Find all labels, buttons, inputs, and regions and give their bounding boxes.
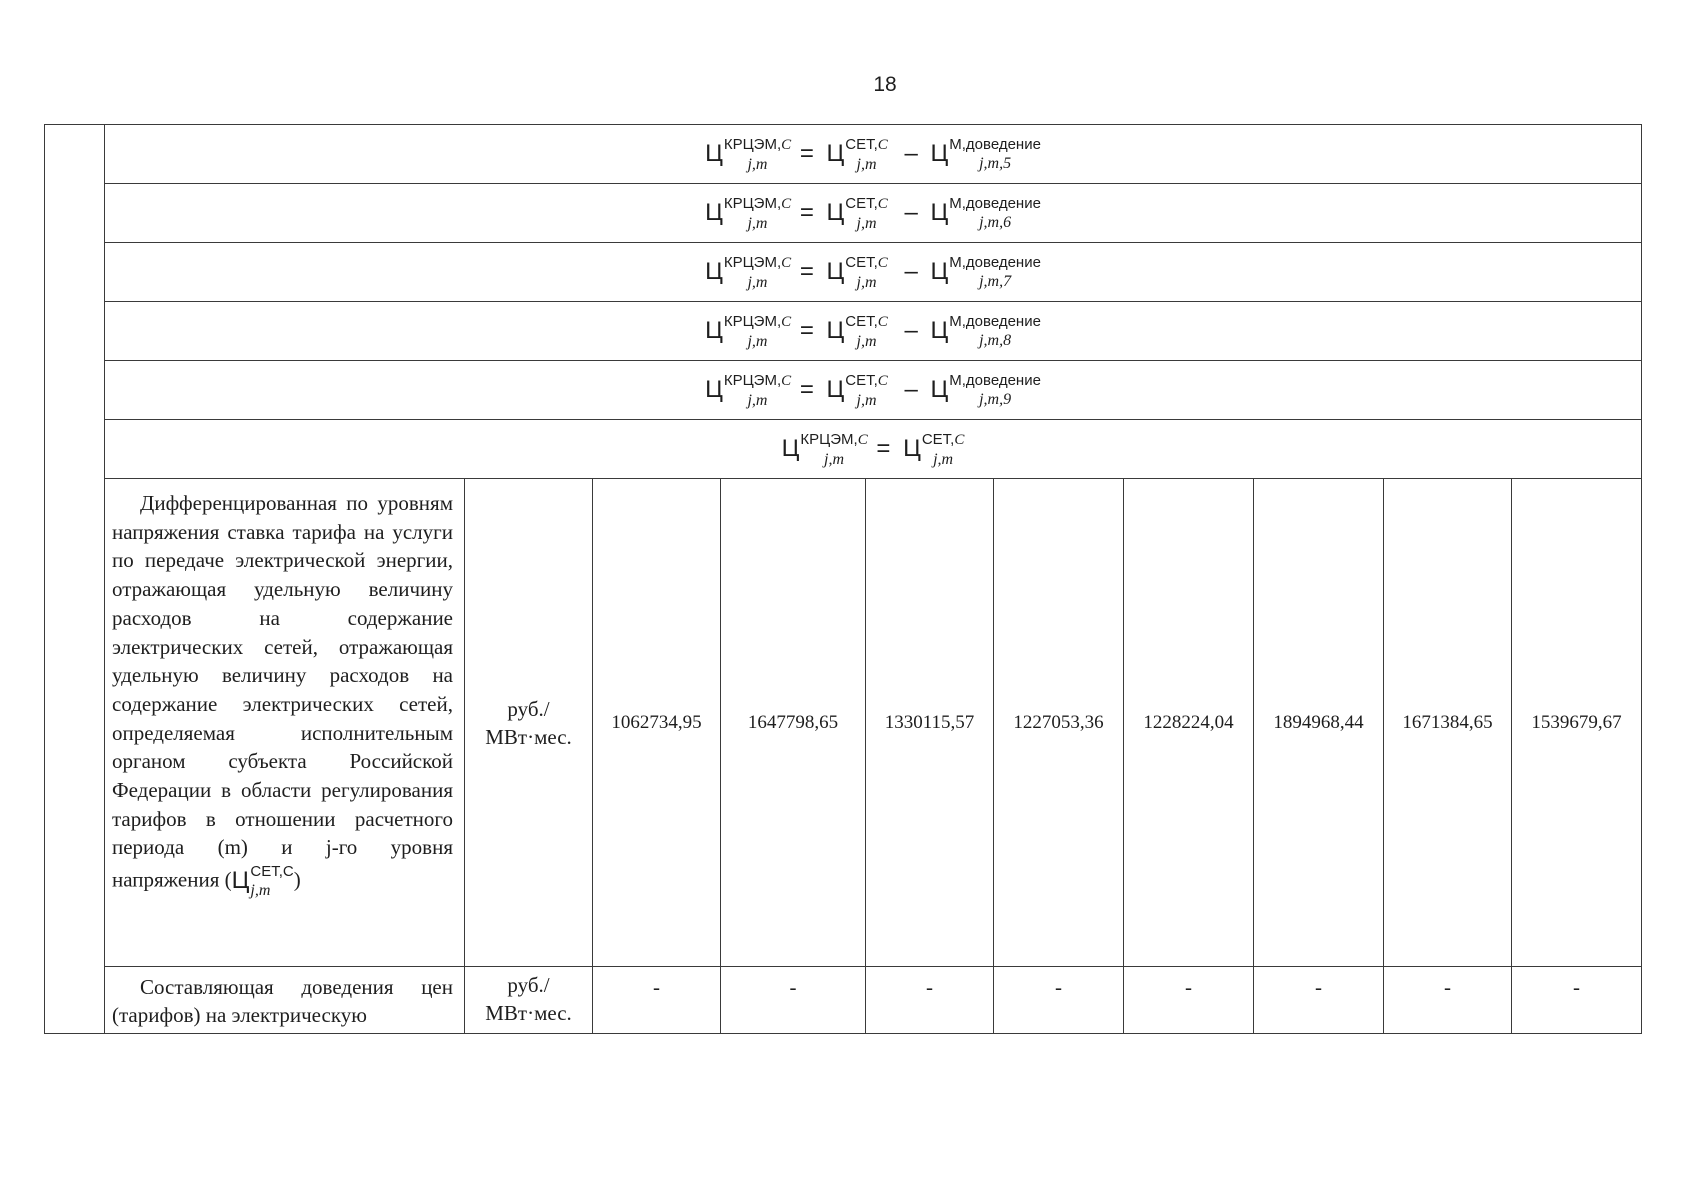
rhs-subscript: j,m (856, 273, 877, 291)
rhs-symbol: Ц (826, 258, 845, 285)
adjust-value: - (593, 967, 721, 1034)
rhs-superscript (845, 135, 888, 155)
equals-sign: = (799, 199, 814, 226)
rhs-sup-text: СЕТ, (845, 371, 878, 389)
formula-cell (105, 184, 1642, 243)
lhs-sup-text: КРЦЭМ, (723, 253, 782, 271)
tariff-symbol-base: Ц (231, 866, 250, 894)
rhs-sup-text: СЕТ, (845, 312, 878, 330)
formula-cell (105, 420, 1642, 479)
unit-line2: МВт·мес. (485, 1001, 572, 1025)
ded-sup-text: М,доведение (949, 313, 1041, 330)
rhs-indices (845, 253, 888, 292)
ded-subscript: j,m,6 (979, 214, 1012, 231)
lhs-indices (724, 312, 791, 351)
rhs-sup-text: СЕТ, (845, 194, 878, 212)
adjust-value: - (721, 967, 866, 1034)
tariff-value: 1647798,65 (721, 479, 866, 967)
equals-sign: = (876, 435, 891, 462)
lhs-sup-text: КРЦЭМ, (800, 430, 858, 448)
equals-sign: = (799, 376, 814, 403)
ded-superscript (949, 194, 1041, 213)
lhs-subscript: j,m (824, 450, 845, 468)
formula-row (45, 184, 1642, 243)
lhs-superscript (724, 194, 791, 214)
tariff-value: 1330115,57 (866, 479, 994, 967)
ded-subscript: j,m,9 (979, 391, 1012, 408)
ded-indices (949, 371, 1041, 409)
rhs-sup-italic: C (877, 195, 888, 212)
ded-superscript (949, 253, 1041, 272)
lhs-symbol: Ц (705, 140, 723, 167)
adjust-row (45, 967, 1642, 1034)
lhs-sup-italic: C (781, 136, 792, 153)
formula-cell (105, 243, 1642, 302)
equals-sign: = (799, 140, 814, 167)
tariff-value: 1671384,65 (1384, 479, 1512, 967)
rhs-superscript (845, 253, 888, 273)
rhs-indices (845, 312, 888, 351)
adjust-value: - (1254, 967, 1384, 1034)
lhs-indices (724, 253, 791, 292)
unit-line1: руб./ (507, 696, 550, 721)
adjust-value: - (866, 967, 994, 1034)
tariff-value: 1894968,44 (1254, 479, 1384, 967)
unit-line1: руб./ (507, 973, 550, 997)
lhs-symbol: Ц (781, 435, 800, 462)
lhs-symbol: Ц (705, 376, 723, 403)
tariff-symbol-sub: j,m (250, 882, 271, 900)
rhs-symbol: Ц (903, 435, 921, 462)
rhs-sup-italic: C (877, 136, 888, 153)
minus-sign: – (904, 199, 918, 226)
lhs-subscript: j,m (747, 214, 768, 232)
ded-superscript (949, 371, 1041, 390)
lhs-indices (724, 194, 791, 233)
ded-sup-text: М,доведение (949, 195, 1041, 212)
rhs-superscript (922, 430, 965, 450)
price-formula-simple (782, 430, 965, 469)
ded-symbol: Ц (930, 317, 949, 344)
lhs-sup-italic: C (781, 313, 792, 330)
lhs-superscript (724, 135, 791, 155)
lhs-sup-italic: C (857, 431, 868, 448)
adjust-value: - (994, 967, 1124, 1034)
tariff-table (44, 124, 1642, 1034)
lhs-indices (724, 135, 791, 174)
formula-row (45, 420, 1642, 479)
ded-symbol: Ц (930, 376, 949, 403)
rhs-sup-italic: C (877, 313, 888, 330)
ded-indices (949, 312, 1041, 350)
formula-cell (105, 302, 1642, 361)
rhs-subscript: j,m (856, 391, 877, 409)
tariff-symbol-indices (250, 862, 293, 900)
adjust-description: Составляющая доведения цен (тарифов) на электрическую (105, 967, 465, 1034)
page-number: 18 (873, 73, 897, 96)
adjust-value: - (1512, 967, 1642, 1034)
ded-indices (949, 253, 1041, 291)
unit-line2: МВт·мес. (485, 724, 572, 749)
rhs-subscript: j,m (933, 450, 954, 468)
lhs-sup-text: КРЦЭМ, (723, 312, 782, 330)
lhs-superscript (724, 312, 791, 332)
price-formula (705, 253, 1041, 292)
tariff-symbol-sup: СЕТ,С (250, 863, 294, 881)
rhs-symbol: Ц (826, 140, 845, 167)
ded-symbol: Ц (930, 199, 949, 226)
tariff-value: 1539679,67 (1512, 479, 1642, 967)
lhs-superscript (724, 253, 791, 273)
equals-sign: = (799, 317, 814, 344)
rhs-superscript (845, 312, 888, 332)
ded-superscript (949, 135, 1041, 154)
formula-cell (105, 361, 1642, 420)
ded-subscript: j,m,7 (979, 273, 1012, 290)
lhs-sup-text: КРЦЭМ, (723, 371, 782, 389)
lhs-sup-text: КРЦЭМ, (723, 194, 782, 212)
rhs-subscript: j,m (856, 332, 877, 350)
rhs-sup-text: СЕТ, (845, 135, 878, 153)
lhs-sup-italic: C (781, 254, 792, 271)
rhs-superscript (845, 371, 888, 391)
lhs-symbol: Ц (705, 199, 723, 226)
rhs-subscript: j,m (856, 155, 877, 173)
price-formula (705, 371, 1041, 410)
formula-cell (105, 125, 1642, 184)
equals-sign: = (799, 258, 814, 285)
lhs-symbol: Ц (705, 258, 723, 285)
tariff-row (45, 479, 1642, 967)
formula-row (45, 243, 1642, 302)
minus-sign: – (904, 258, 918, 285)
formula-row (45, 125, 1642, 184)
ded-superscript (949, 312, 1041, 331)
rhs-symbol: Ц (826, 199, 845, 226)
ded-symbol: Ц (930, 140, 949, 167)
rhs-indices (845, 194, 888, 233)
lhs-symbol: Ц (705, 317, 723, 344)
tariff-unit (465, 479, 593, 967)
rhs-sup-text: СЕТ, (921, 430, 955, 448)
tariff-description (105, 479, 465, 967)
minus-sign: – (904, 317, 918, 344)
rhs-indices (922, 430, 965, 469)
ded-indices (949, 135, 1041, 173)
minus-sign: – (904, 140, 918, 167)
ded-sup-text: М,доведение (949, 254, 1041, 271)
rhs-sup-italic: C (877, 372, 888, 389)
tariff-value: 1227053,36 (994, 479, 1124, 967)
tariff-symbol (232, 862, 294, 900)
tariff-value: 1228224,04 (1124, 479, 1254, 967)
lhs-sup-italic: C (781, 195, 792, 212)
lhs-subscript: j,m (747, 155, 768, 173)
lhs-sup-italic: C (781, 372, 792, 389)
lhs-subscript: j,m (747, 391, 768, 409)
rhs-sup-text: СЕТ, (845, 253, 878, 271)
tariff-description-close: ) (293, 867, 301, 892)
price-formula (705, 194, 1041, 233)
rhs-sup-italic: C (954, 431, 965, 448)
tariff-value: 1062734,95 (593, 479, 721, 967)
ded-sup-text: М,доведение (949, 372, 1041, 389)
ded-indices (949, 194, 1041, 232)
lhs-subscript: j,m (747, 273, 768, 291)
rhs-symbol: Ц (826, 317, 845, 344)
adjust-value: - (1384, 967, 1512, 1034)
price-formula (705, 135, 1041, 174)
lhs-superscript (800, 430, 867, 450)
price-formula (705, 312, 1041, 351)
rhs-subscript: j,m (856, 214, 877, 232)
tariff-description-text: Дифференцированная по уровням напряжения ставка тарифа на услуги по передаче электрической энергии, отражающая удельную величину расходов на содержание электрических сетей, отражающая удельную величину расходов на содержание электрических сетей, определяемая исполнительным органом субъекта Российской Федерации в области регулирования тарифов в отношении расчетного периода (m) и j-го уровня напряжения ( (112, 491, 453, 892)
adjust-value: - (1124, 967, 1254, 1034)
rhs-indices (845, 135, 888, 174)
adjust-unit (465, 967, 593, 1034)
ded-sup-text: М,доведение (949, 136, 1041, 153)
rhs-indices (845, 371, 888, 410)
formula-row (45, 361, 1642, 420)
lhs-indices (724, 371, 791, 410)
ded-subscript: j,m,5 (979, 155, 1012, 172)
rhs-symbol: Ц (826, 376, 845, 403)
left-margin-cell (45, 125, 105, 1034)
lhs-subscript: j,m (747, 332, 768, 350)
ded-subscript: j,m,8 (979, 332, 1012, 349)
lhs-indices (800, 430, 867, 469)
rhs-sup-italic: C (877, 254, 888, 271)
minus-sign: – (904, 376, 918, 403)
formula-row (45, 302, 1642, 361)
ded-symbol: Ц (930, 258, 949, 285)
lhs-superscript (724, 371, 791, 391)
lhs-sup-text: КРЦЭМ, (723, 135, 782, 153)
rhs-superscript (845, 194, 888, 214)
